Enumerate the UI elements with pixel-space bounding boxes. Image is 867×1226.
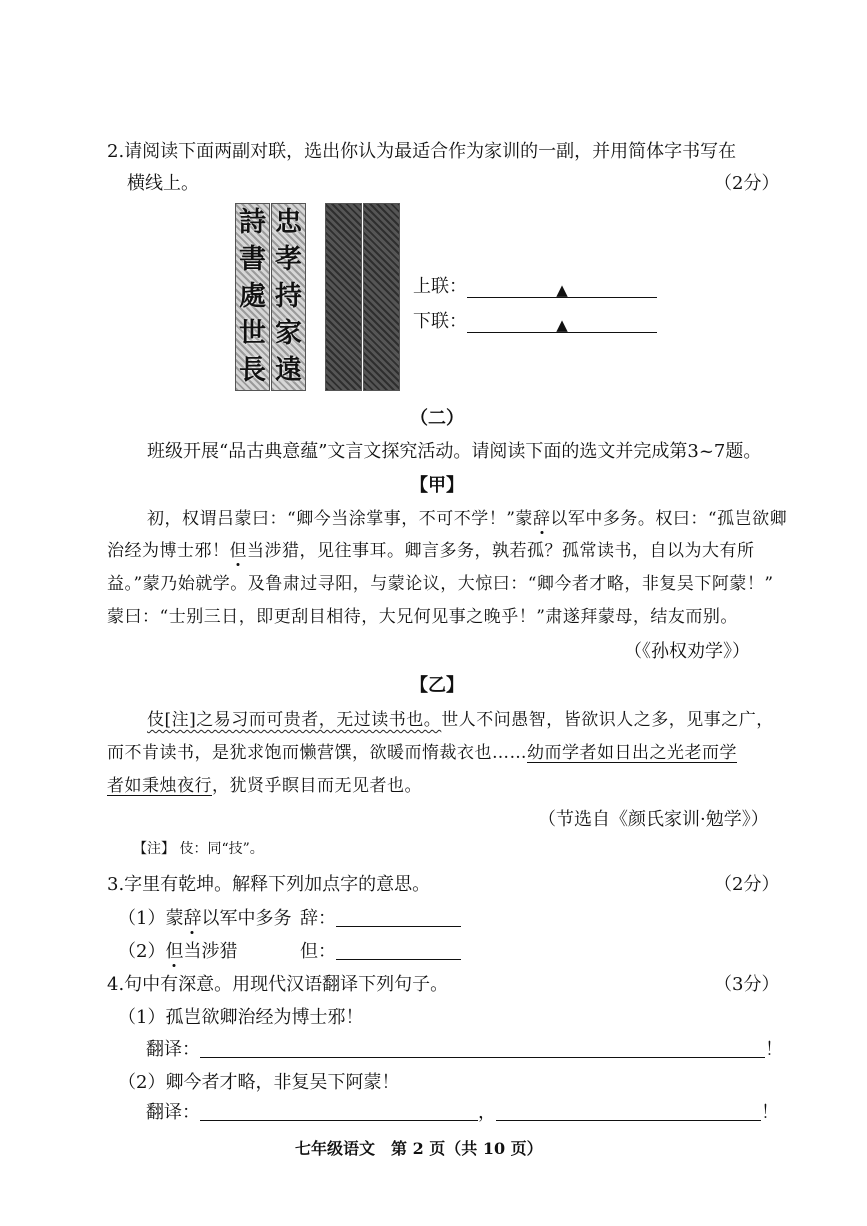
section-heading: （二） [410, 408, 464, 429]
couplet-a-left-scroll [235, 203, 270, 391]
couplet-image-a [235, 203, 305, 391]
jia-line-2: 治经为博士邪！但当涉猎，见往事耳。卿言多务，孰若孤？孤常读书，自以为大有所 [107, 541, 755, 561]
wavy-underlined-sentence: 伎[注]之易习而可贵者，无过读书也。 [147, 710, 442, 730]
couplet-image-b [325, 203, 399, 391]
couplet-a-right-text: 忠孝持家遠 [275, 207, 302, 386]
page-footer: 七年级语文 第 2 页（共 10 页） [295, 1139, 543, 1158]
q3-title: 3.字里有乾坤。解释下列加点字的意思。 [107, 874, 431, 895]
yi-line-3: 者如秉烛夜行，犹贤乎瞑目而无见者也。 [107, 776, 422, 796]
yi-note: 【注】 伎：同“技”。 [133, 841, 264, 857]
yi-source: （节选自《颜氏家训·勉学》） [538, 809, 769, 830]
yi-heading: 【乙】 [410, 675, 464, 696]
q4-item1-blank[interactable] [200, 1039, 765, 1058]
q3-item1-answer: 辞： [300, 904, 461, 930]
jia-line-1: 初，权谓吕蒙曰：“卿今当涂掌事，不可不学！”蒙辞以军中多务。权曰：“孤岂欲卿 [147, 509, 788, 529]
couplet-b-left-scroll [325, 203, 362, 391]
q3-score: （2分） [714, 874, 780, 895]
q4-title: 4.句中有深意。用现代汉语翻译下列句子。 [107, 974, 449, 995]
jia-line-3: 益。”蒙乃始就学。及鲁肃过寻阳，与蒙论议，大惊曰：“卿今者才略，非复吴下阿蒙！” [107, 574, 774, 594]
q4-item2-blank-a[interactable] [200, 1102, 478, 1121]
triangle-marker-icon: ▲ [556, 316, 568, 334]
q4-item2: （2）卿今者才略，非复吴下阿蒙！ [118, 1072, 400, 1093]
upper-couplet-line [413, 272, 657, 298]
triangle-marker-icon: ▲ [556, 281, 568, 299]
jia-source: （《孙权劝学》） [624, 641, 750, 662]
q4-item1: （1）孤岂欲卿治经为博士邪！ [118, 1007, 364, 1028]
q4-score: （3分） [714, 974, 780, 995]
lower-label: 下联： [413, 311, 467, 332]
underlined-sentence-part1: 幼而学者如日出之光老而学 [527, 743, 737, 763]
upper-answer-blank[interactable] [467, 279, 657, 298]
q3-item2-blank[interactable] [336, 941, 461, 960]
q4-item2-blank-b[interactable] [496, 1102, 761, 1121]
yi-line-2: 而不肯读书，是犹求饱而懒营馔，欲暖而惰裁衣也……幼而学者如日出之光老而学 [107, 743, 737, 763]
q4-item1-answer: 翻译： ！ [146, 1039, 783, 1060]
upper-label: 上联： [413, 276, 467, 297]
couplet-b-right-scroll [363, 203, 400, 391]
q2-line1: 2.请阅读下面两副对联，选出你认为最适合作为家训的一副，并用简体字书写在 [107, 141, 737, 162]
jia-line-4: 蒙曰：“士别三日，即更刮目相待，大兄何见事之晚乎！”肃遂拜蒙母，结友而别。 [107, 607, 738, 627]
lower-couplet-line [413, 307, 657, 333]
q3-item2-answer: 但： [300, 937, 461, 963]
q4-item2-answer: 翻译： ， ！ [146, 1102, 779, 1123]
section-intro: 班级开展“品古典意蕴”文言文探究活动。请阅读下面的选文并完成第3~7题。 [147, 441, 762, 462]
underlined-sentence-part2: 者如秉烛夜行 [107, 776, 212, 796]
q2-line2: 横线上。 [127, 173, 199, 194]
couplet-a-left-text: 詩書處世長 [239, 207, 266, 386]
q2-score: （2分） [714, 173, 780, 194]
q3-item1: （1）蒙辞以军中多务 [118, 908, 292, 929]
couplet-a-right-scroll [271, 203, 306, 391]
lower-answer-blank[interactable] [467, 314, 657, 333]
q3-item1-blank[interactable] [336, 908, 461, 927]
jia-heading: 【甲】 [410, 475, 464, 496]
q3-item2: （2）但当涉猎 [118, 941, 238, 962]
yi-line-1: 伎[注]之易习而可贵者，无过读书也。世人不问愚智，皆欲识人之多，见事之广， [147, 710, 774, 730]
